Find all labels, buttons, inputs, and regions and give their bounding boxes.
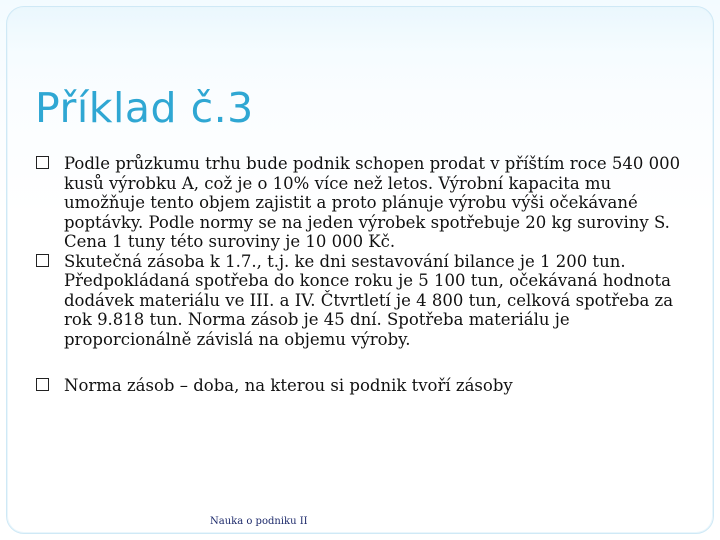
slide-footer: Nauka o podniku II [210,516,308,527]
bullet-text: Skutečná zásoba k 1.7., t.j. ke dni sestavování bilance je 1 200 tun. Předpokládaná spotřeba do konce roku je 5 100 tun, očekávaná hodnota dodávek materiálu ve III. a IV. Čtvrtletí je 4 800 tun, celková spotřeba za rok 9.818 tun. Norma zásob je 45 dní. Spotřeba materiálu je proporcionálně závislá na objemu výroby. [64,251,674,349]
bullet-box-icon [36,254,49,267]
bullet-item [36,154,686,252]
bullet-text: Podle průzkumu trhu bude podnik schopen prodat v příštím roce 540 000 kusů výrobku A, což je o 10% více než letos. Výrobní kapacita mu umožňuje tento objem zajistit a proto plánuje výrobu výši očekávané poptávky. Podle normy se na jeden výrobek spotřebuje 20 kg suroviny S. Cena 1 tuny této suroviny je 10 000 Kč. [64,154,681,251]
bullet-box-icon [36,156,49,169]
bullet-item [36,376,686,396]
bullet-box-icon [36,378,49,391]
bullet-text: Norma zásob – doba, na kterou si podnik tvoří zásoby [64,376,513,395]
slide-title: Příklad č.3 [35,84,254,132]
content-body [36,154,686,396]
bullet-item [36,252,686,350]
